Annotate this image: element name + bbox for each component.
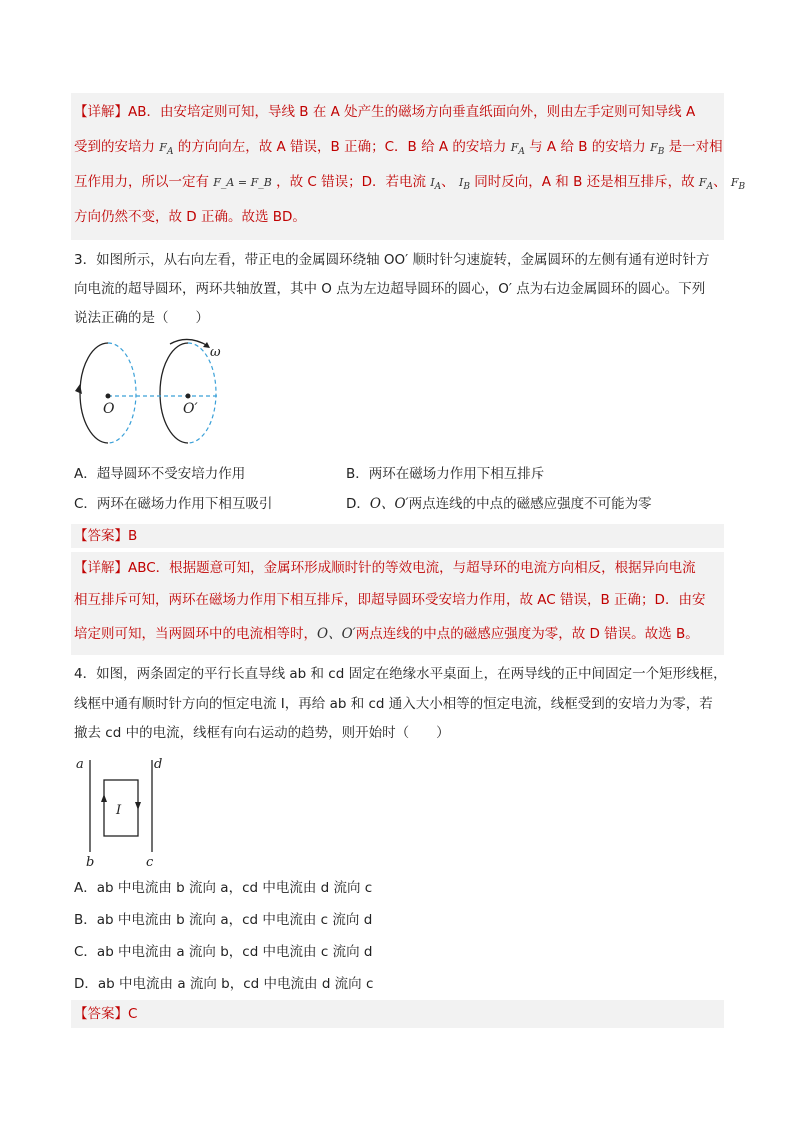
math-FA-2: $F_A$ <box>510 141 525 157</box>
loop-arrow-down-icon <box>135 802 141 810</box>
left-ring-back <box>108 343 136 443</box>
rotation-arrow-icon <box>203 342 210 348</box>
label-I: I <box>116 803 122 818</box>
label-b: b <box>86 855 95 870</box>
math-IA: $I_A$ <box>430 176 442 192</box>
q3-line1: 3．如图所示，从右向左看，带正电的金属圆环绕轴 OO′ 顺时针匀速旋转，金属圆环的左侧有通有逆时针方 <box>74 252 710 268</box>
q4-option-c: C．ab 中电流由 a 流向 b，cd 中电流由 c 流向 d <box>74 944 373 960</box>
detail-q2-line2: 受到的安培力 $F_A$ 的方向向左，故 A 错误，B 正确；C．B 给 A 的安培力 $F_A$ 与 A 给 B 的安培力 $F_B$ 是一对相 <box>74 139 723 157</box>
math-IB: $I_B$ <box>458 176 470 192</box>
label-omega: ω <box>210 345 221 360</box>
math-FA-3: $F_A$ <box>698 176 714 192</box>
label-a: a <box>76 757 84 772</box>
q3-line2: 向电流的超导圆环，两环共轴放置，其中 O 点为左边超导圆环的圆心，O′ 点为右边金属圆环的圆心。下列 <box>74 281 706 297</box>
detail-q2-line4: 方向仍然不变，故 D 正确。故选 BD。 <box>74 209 306 225</box>
q3-option-b: B．两环在磁场力作用下相互排斥 <box>346 466 545 482</box>
loop-arrow-up-icon <box>101 794 107 802</box>
q4-line1: 4．如图，两条固定的平行长直导线 ab 和 cd 固定在绝缘水平桌面上，在两导线的正中间固定一个矩形线框， <box>74 666 727 682</box>
detail-block-q3: 【详解】ABC．根据题意可知，金属环形成顺时针的等效电流，与超导环的电流方向相反，根据异向电流 相互排斥可知，两环在磁场力作用下相互排斥，即超导圆环受安培力作用，故 AC 错误，B 正确；D．由安 培定则可知，当两圆环中的电流相等时，O、O′两点连线的中点的磁感应强度为零，故 D 错误。故选 B。 <box>71 552 724 655</box>
left-ring-arrow-icon <box>75 384 82 394</box>
center-Oprime-dot <box>186 394 191 399</box>
q4-line2: 线框中通有顺时针方向的恒定电流 I，再给 ab 和 cd 通入大小相等的恒定电流，线框受到的安培力为零，若 <box>74 696 713 712</box>
detail-q2-line1: 【详解】AB．由安培定则可知，导线 B 在 A 处产生的磁场方向垂直纸面向外，则由左手定则可知导线 A <box>74 104 696 120</box>
q3-option-d: D．O、O′两点连线的中点的磁感应强度不可能为零 <box>346 496 652 512</box>
q3-option-c: C．两环在磁场力作用下相互吸引 <box>74 496 273 512</box>
q4-line3: 撤去 cd 中的电流，线框有向右运动的趋势，则开始时（ ） <box>74 725 450 741</box>
detail-tag: 【详解】 <box>74 104 128 120</box>
q4-option-a: A．ab 中电流由 b 流向 a，cd 中电流由 d 流向 c <box>74 880 373 896</box>
answer-block-q4 <box>71 1000 724 1028</box>
answer-value: C <box>128 1006 138 1022</box>
math-FB-2: $F_B$ <box>730 176 746 192</box>
math-equation: F_A = F_B <box>213 176 272 189</box>
detail-tag: 【详解】 <box>74 560 128 576</box>
right-ring-front <box>160 343 188 443</box>
answer-tag: 【答案】 <box>74 528 128 544</box>
answer-tag: 【答案】 <box>74 1006 128 1022</box>
center-O-dot <box>106 394 111 399</box>
label-O: O <box>103 401 115 417</box>
label-c: c <box>146 855 154 870</box>
label-d: d <box>154 757 163 772</box>
detail-q2-line3: 互作用力，所以一定有 F_A = F_B ，故 C 错误；D．若电流 $I_A$、 $I_B$ 同时反向，A 和 B 还是相互排斥，故 $F_A$、 $F_B$ <box>74 174 746 192</box>
label-Oprime: O′ <box>183 401 198 417</box>
q3-figure-rings <box>70 338 240 450</box>
q3-option-a: A．超导圆环不受安培力作用 <box>74 466 246 482</box>
left-ring-front <box>80 343 108 443</box>
q4-figure-wires <box>70 752 180 874</box>
q4-option-b: B．ab 中电流由 b 流向 a，cd 中电流由 c 流向 d <box>74 912 373 928</box>
q4-option-d: D．ab 中电流由 a 流向 b，cd 中电流由 d 流向 c <box>74 976 374 992</box>
answer-value: B <box>128 528 138 544</box>
answer-block-q3 <box>71 524 724 548</box>
math-FA: $F_A$ <box>159 141 174 157</box>
math-FB: $F_B$ <box>650 141 665 157</box>
q3-line3: 说法正确的是（ ） <box>74 310 209 326</box>
detail-block-q2 <box>71 93 746 240</box>
